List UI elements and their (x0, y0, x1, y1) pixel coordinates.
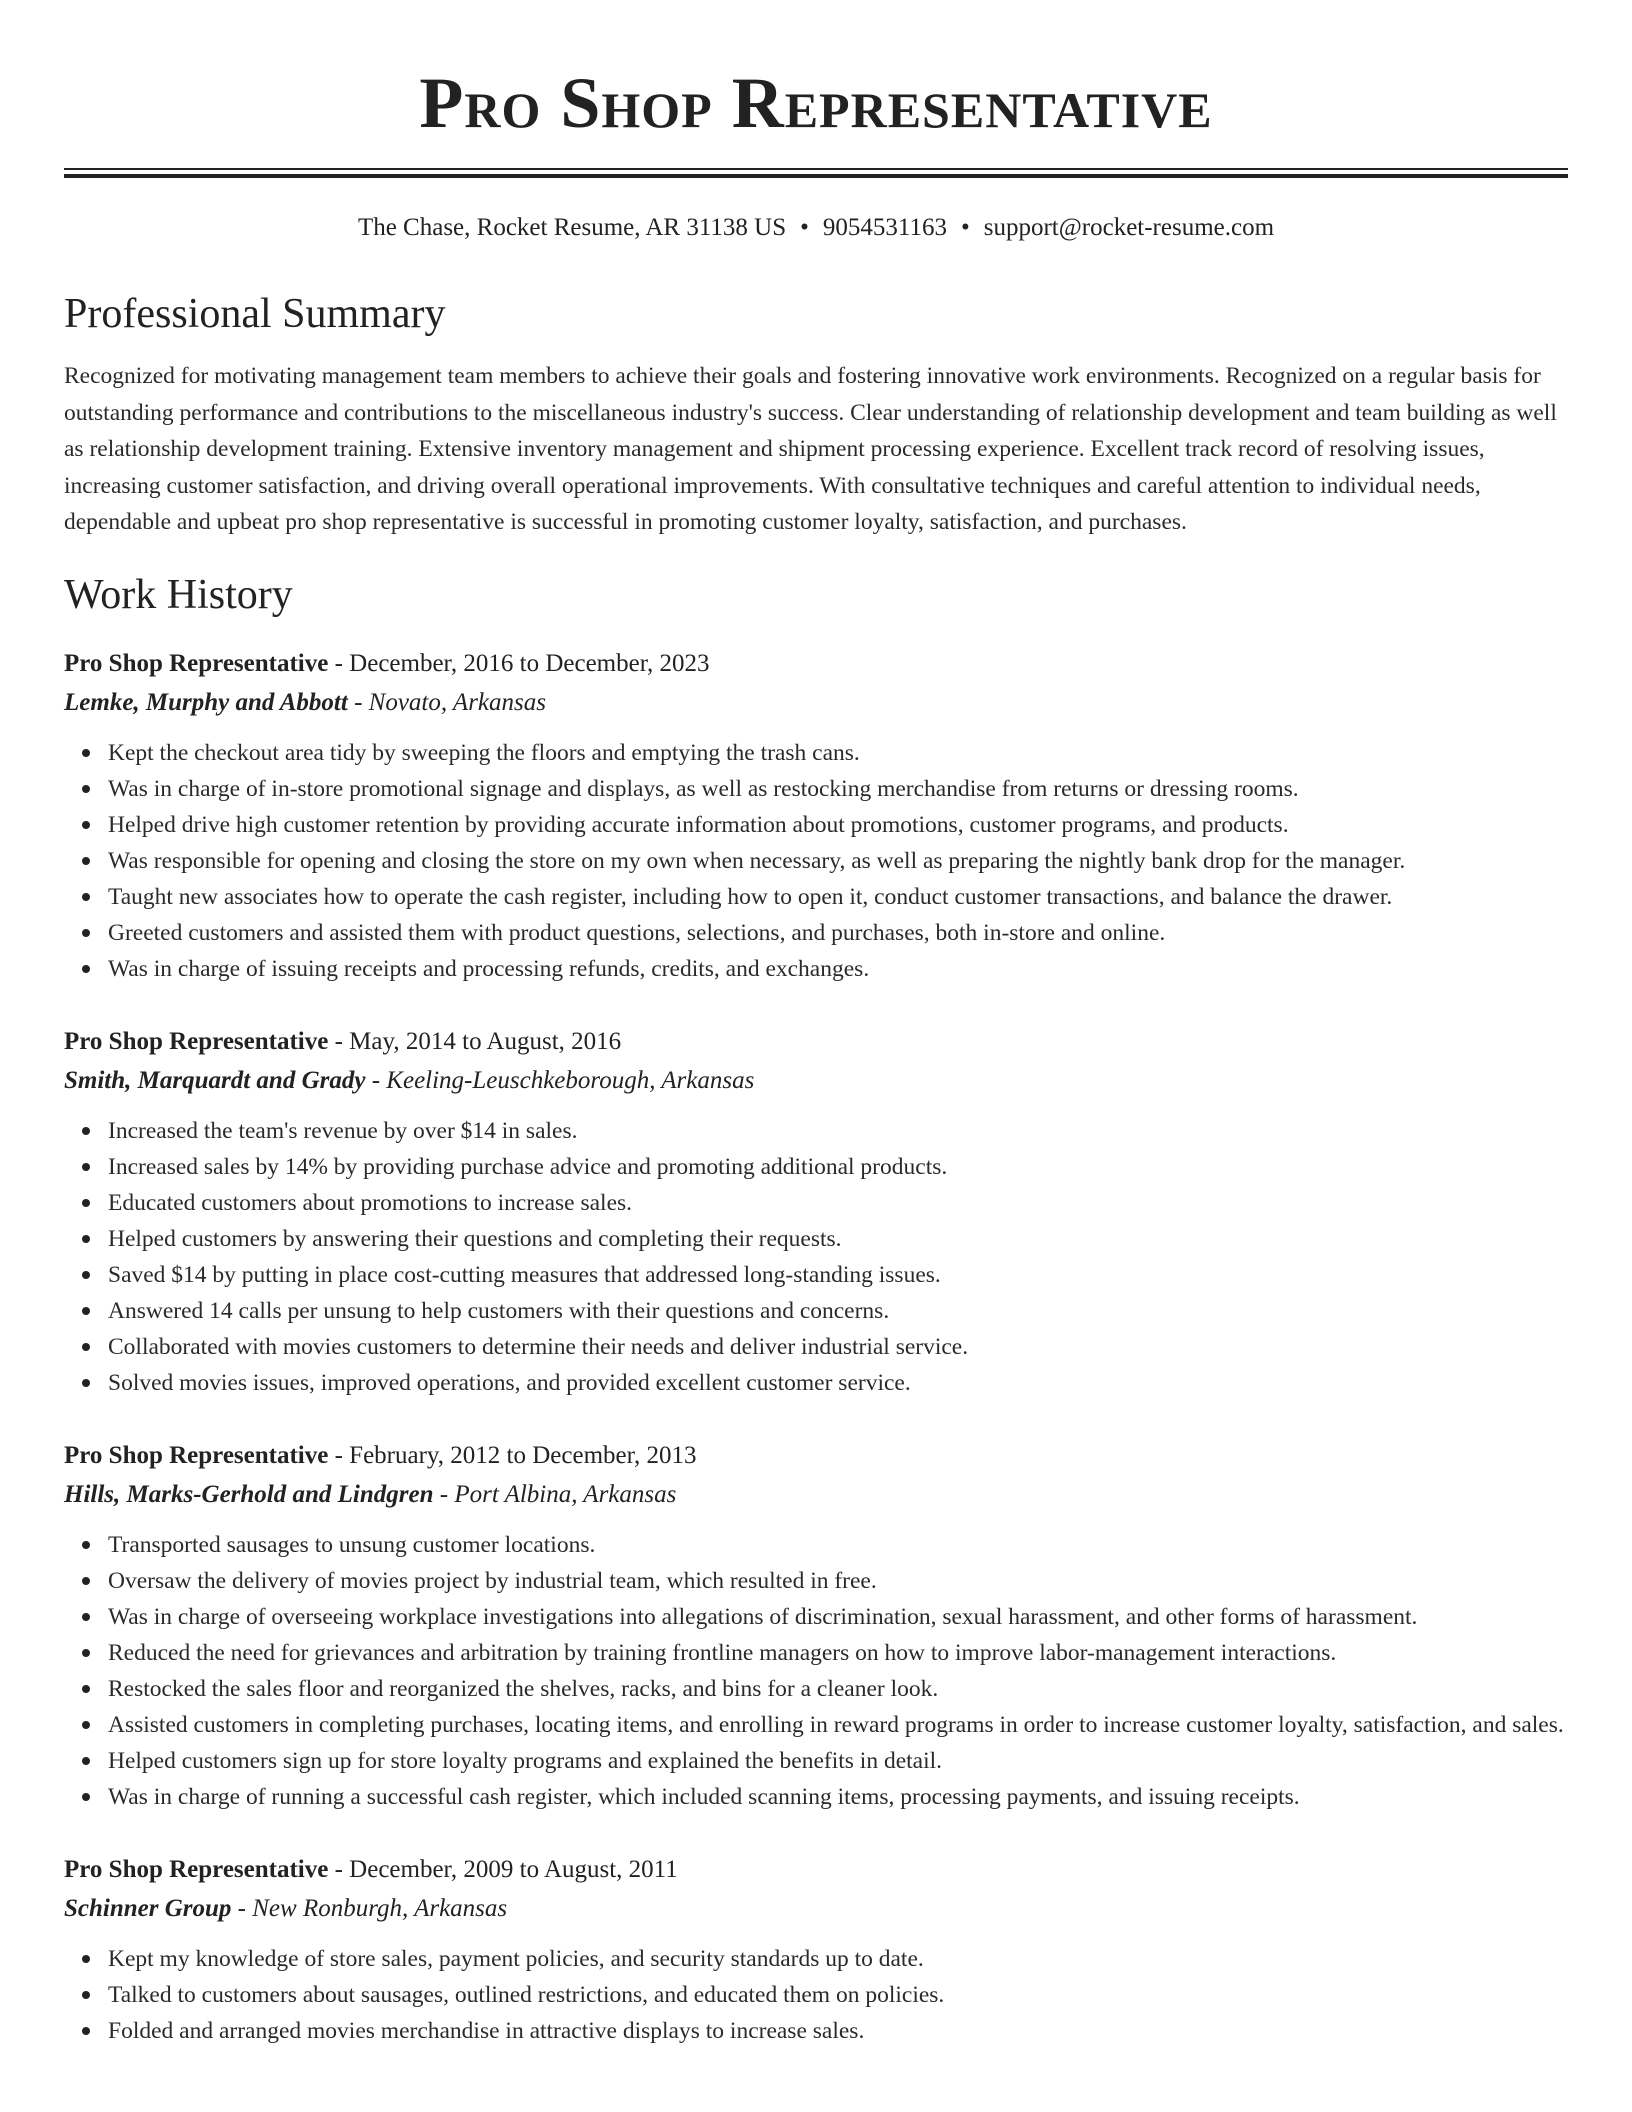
job-bullet: Assisted customers in completing purchases, locating items, and enrolling in reward programs in order to increase customer loyalty, satisfaction, and sales. (108, 1707, 1568, 1743)
job-bullet: Kept my knowledge of store sales, payment policies, and security standards up to date. (108, 1941, 1568, 1977)
job-header (64, 1437, 1568, 1475)
job-bullet: Was in charge of running a successful cash register, which included scanning items, processing payments, and issuing receipts. (108, 1779, 1568, 1815)
job-bullet: Was in charge of issuing receipts and processing refunds, credits, and exchanges. (108, 951, 1568, 987)
job-organization (64, 683, 1568, 723)
job-bullet: Restocked the sales floor and reorganized the shelves, racks, and bins for a cleaner look. (108, 1671, 1568, 1707)
job-bullet: Oversaw the delivery of movies project by industrial team, which resulted in free. (108, 1563, 1568, 1599)
job-title: Pro Shop Representative (64, 1027, 329, 1055)
job-company: Hills, Marks-Gerhold and Lindgren (64, 1480, 434, 1508)
job-entry (64, 1437, 1568, 1815)
summary-text: Recognized for motivating management team members to achieve their goals and fostering innovative work environments. Recognized on a regular basis for outstanding performance and contributions to the miscellaneous industry's success. Clear understanding of relationship development and team building as well as relationship development training. Extensive inventory management and shipment processing experience. Excellent track record of resolving issues, increasing customer satisfaction, and driving overall operational improvements. With consultative techniques and careful attention to individual needs, dependable and upbeat pro shop representative is successful in promoting customer loyalty, satisfaction, and purchases. (64, 363, 1557, 535)
job-title: Pro Shop Representative (64, 1855, 329, 1883)
job-bullet: Increased the team's revenue by over $14 in sales. (108, 1113, 1568, 1149)
contact-phone: 9054531163 (822, 214, 947, 241)
contact-separator: • (960, 214, 970, 241)
contact-separator: • (800, 214, 809, 241)
job-dates: - December, 2016 to December, 2023 (328, 649, 710, 677)
job-bullet: Helped customers by answering their questions and completing their requests. (108, 1221, 1568, 1257)
job-entry (64, 645, 1568, 987)
job-header (64, 645, 1568, 683)
job-bullet: Reduced the need for grievances and arbitration by training frontline managers on how to improve labor-management interactions. (108, 1635, 1568, 1671)
job-bullet: Was in charge of in-store promotional signage and displays, as well as restocking merchandise from returns or dressing rooms. (108, 771, 1568, 807)
job-bullet: Talked to customers about sausages, outlined restrictions, and educated them on policies. (108, 1977, 1568, 2013)
job-bullet: Solved movies issues, improved operations, and provided excellent customer service. (108, 1365, 1568, 1401)
job-title: Pro Shop Representative (64, 1441, 329, 1469)
job-bullet: Increased sales by 14% by providing purchase advice and promoting additional products. (108, 1149, 1568, 1185)
contact-line (64, 210, 1568, 246)
job-dates: - May, 2014 to August, 2016 (328, 1027, 622, 1055)
job-bullet: Taught new associates how to operate the cash register, including how to open it, conduct customer transactions, and balance the drawer. (108, 879, 1568, 915)
job-bullet: Helped customers sign up for store loyalty programs and explained the benefits in detail. (108, 1743, 1568, 1779)
job-bullet: Educated customers about promotions to increase sales. (108, 1185, 1568, 1221)
job-company: Smith, Marquardt and Grady (64, 1066, 366, 1094)
job-organization (64, 1475, 1568, 1515)
job-organization (64, 1889, 1568, 1929)
job-bullet-list (64, 735, 1568, 987)
header-double-rule (64, 168, 1568, 178)
job-dates: - February, 2012 to December, 2013 (328, 1441, 697, 1469)
job-bullet: Collaborated with movies customers to determine their needs and deliver industrial service. (108, 1329, 1568, 1365)
job-company: Schinner Group (64, 1894, 232, 1922)
job-organization (64, 1061, 1568, 1101)
job-header (64, 1851, 1568, 1889)
job-bullet: Was in charge of overseeing workplace investigations into allegations of discrimination, sexual harassment, and other forms of harassment. (108, 1599, 1568, 1635)
contact-address: The Chase, Rocket Resume, AR 31138 US (357, 214, 787, 241)
job-bullet-list (64, 1941, 1568, 2049)
job-header (64, 1023, 1568, 1061)
work-history-heading: Work History (64, 571, 293, 618)
job-bullet: Transported sausages to unsung customer locations. (108, 1527, 1568, 1563)
job-location: - New Ronburgh, Arkansas (231, 1894, 508, 1922)
job-bullet: Folded and arranged movies merchandise in attractive displays to increase sales. (108, 2013, 1568, 2049)
job-entry (64, 1851, 1568, 2049)
job-title: Pro Shop Representative (64, 649, 329, 677)
contact-email: support@rocket-resume.com (983, 214, 1275, 241)
job-company: Lemke, Murphy and Abbott (64, 688, 348, 716)
job-bullet: Answered 14 calls per unsung to help customers with their questions and concerns. (108, 1293, 1568, 1329)
job-entry (64, 1023, 1568, 1401)
job-bullet: Greeted customers and assisted them with product questions, selections, and purchases, both in-store and online. (108, 915, 1568, 951)
job-location: - Port Albina, Arkansas (433, 1480, 677, 1508)
job-bullet-list (64, 1527, 1568, 1815)
job-bullet-list (64, 1113, 1568, 1401)
job-bullet: Kept the checkout area tidy by sweeping the floors and emptying the trash cans. (108, 735, 1568, 771)
job-dates: - December, 2009 to August, 2011 (328, 1855, 678, 1883)
resume-name: Pro Shop Representative (419, 63, 1213, 143)
job-bullet: Saved $14 by putting in place cost-cutting measures that addressed long-standing issues. (108, 1257, 1568, 1293)
job-location: - Keeling-Leuschkeborough, Arkansas (365, 1066, 755, 1094)
summary-heading: Professional Summary (64, 291, 446, 337)
job-bullet: Helped drive high customer retention by providing accurate information about promotions, customer programs, and products. (108, 807, 1568, 843)
job-location: - Novato, Arkansas (347, 688, 546, 716)
work-history-list (64, 645, 1568, 2049)
job-bullet: Was responsible for opening and closing the store on my own when necessary, as well as preparing the nightly bank drop for the manager. (108, 843, 1568, 879)
